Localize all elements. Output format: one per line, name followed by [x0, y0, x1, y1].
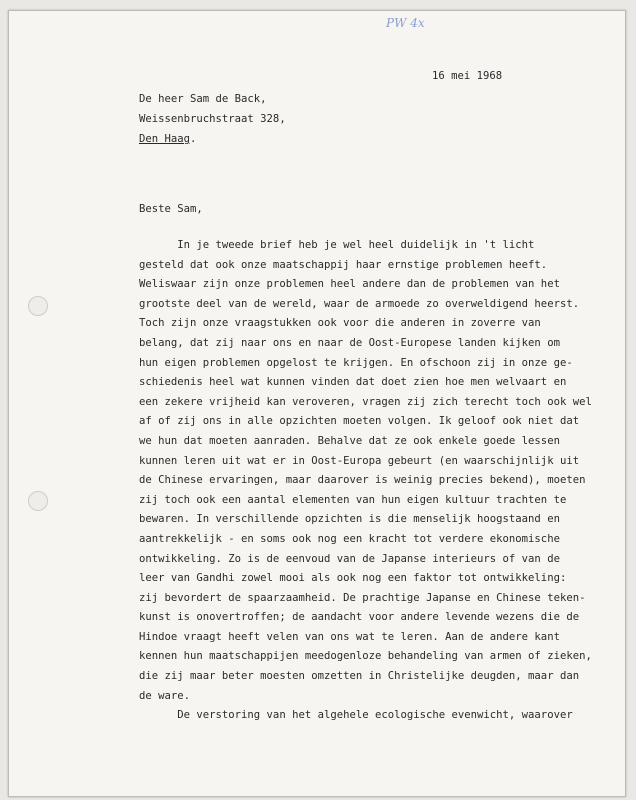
body-line: Hindoe vraagt heeft velen van ons wat te leren. Aan de andere kant [139, 630, 560, 643]
body-line: grootste deel van de wereld, waar de armoede zo overweldigend heerst. [139, 297, 580, 310]
body-line: Toch zijn onze vraagstukken ook voor die anderen in zoverre van [139, 317, 541, 330]
body-line: de ware. [139, 689, 191, 702]
body-line: aantrekkelijk - en soms ook nog een kracht tot verdere ekonomische [139, 532, 560, 545]
body-line: De verstoring van het algehele ecologische evenwicht, waarover [139, 709, 573, 722]
body-line: zij toch ook een aantal elementen van hun eigen kultuur trachten te [139, 493, 567, 506]
body-line: belang, dat zij naar ons en naar de Oost-Europese landen kijken om [139, 336, 560, 349]
body-line: kennen hun maatschappijen meedogenloze behandeling van armen of zieken, [139, 650, 592, 663]
body-line: een zekere vrijheid kan veroveren, vragen zij zich terecht toch ook wel [139, 395, 592, 408]
recipient-city-suffix: . [190, 133, 197, 145]
body-line: die zij maar beter moesten omzetten in Christelijke deugden, maar dan [139, 670, 580, 683]
body-line: ontwikkeling. Zo is de eenvoud van de Japanse interieurs of van de [139, 552, 560, 565]
body-line: Weliswaar zijn onze problemen heel andere dan de problemen van het [139, 278, 560, 291]
body-line: de Chinese ervaringen, maar daarover is weinig precies bekend), moeten [139, 474, 586, 487]
body-line: schiedenis heel wat kunnen vinden dat doet zien hoe men welvaart en [139, 376, 567, 389]
body-line: In je tweede brief heb je wel heel duidelijk in 't licht [139, 239, 535, 251]
body-line: leer van Gandhi zowel mooi als ook nog een faktor tot ontwikkeling: [139, 572, 567, 585]
recipient-name: De heer Sam de Back, [139, 93, 267, 105]
body-line: kunnen leren uit wat er in Oost-Europa gebeurt (en waarschijnlijk uit [139, 454, 580, 467]
body-line: hun eigen problemen opgelost te krijgen. En ofschoon zij in onze ge- [139, 356, 573, 369]
letter-body [139, 236, 592, 726]
body-line: we hun dat moeten aanraden. Behalve dat ze ook enkele goede lessen [139, 434, 560, 447]
punch-hole [28, 296, 48, 316]
recipient-street: Weissenbruchstraat 328, [139, 113, 286, 125]
body-line: kunst is onovertroffen; de aandacht voor andere levende wezens die de [139, 611, 580, 624]
recipient-city-line [139, 133, 196, 145]
body-line: af of zij ons in alle opzichten moeten volgen. Ik geloof ook niet dat [139, 415, 580, 428]
body-line: bewaren. In verschillende opzichten is die menselijk hoogstaand en [139, 513, 560, 526]
salutation: Beste Sam, [139, 203, 203, 215]
letter-date: 16 mei 1968 [432, 70, 503, 82]
handwritten-annotation: PW 4x [386, 16, 425, 30]
recipient-city: Den Haag [139, 133, 191, 145]
body-line: gesteld dat ook onze maatschappij haar ernstige problemen heeft. [139, 258, 548, 271]
punch-hole [28, 491, 48, 511]
body-line: zij bevordert de spaarzaamheid. De prachtige Japanse en Chinese teken- [139, 591, 586, 604]
